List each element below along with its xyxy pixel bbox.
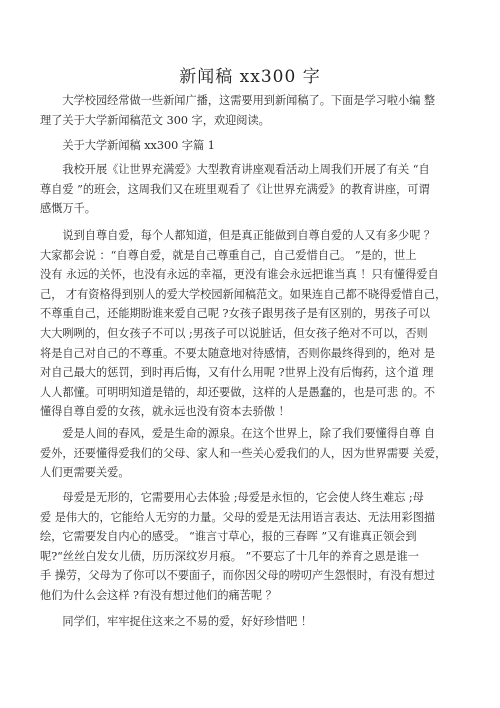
text-line: 说到自尊自爱，每个人都知道，但是真正能做到自尊自爱的人又有多少呢 ？ xyxy=(40,229,436,242)
text-line: 尊自爱 ”的班会，这周我们又在班里观看了《让世界充满爱》的教育讲座，可谓 xyxy=(40,182,430,196)
text-line: 爱 是伟大的，它能给人无穷的力量。父母的爱是无法用语言表达、无法用彩图描 xyxy=(40,510,436,524)
text-line: 懂得自尊自爱的女孩，就永远也没有资本去骄傲 ！ xyxy=(40,405,290,419)
text-line: 没有 永远的关怀，也没有永远的幸福，更没有谁会永远把谁当真 ！只有懂得爱自 xyxy=(40,268,439,282)
text-line: 不尊重自己，还能期盼谁来爱自己呢 ?女孩子跟男孩子是有区别的，男孩子可以 xyxy=(40,307,430,321)
text-line: 同学们，牢牢捉住这来之不易的爱，好好珍惜吧 ！ xyxy=(40,615,313,628)
text-line: 他们为什么会这样 ?有没有想过他们的痛苦呢 ？ xyxy=(40,588,277,602)
text-line: 母爱是无形的，它需要用心去体验 ;母爱是永恒的，它会使人终生难忘 ;母 xyxy=(40,491,424,504)
text-line: 对自己最大的惩罚，到时再后悔，又有什么用呢 ?世界上没有后悔药，这个道 理 xyxy=(40,366,434,380)
closing-paragraph xyxy=(40,612,465,632)
text-line: 手 操劳，父母为了你可以不要面子，而你因父母的唠叨产生怨恨时，有没有想过 xyxy=(40,569,436,583)
text-line: 我校开展《让世界充满爱》大型教育讲座观看活动上周我们开展了有关 “自 xyxy=(40,163,430,176)
text-line: 爱是人间的春风，爱是生命的源泉。在这个世界上，除了我们要懂得自尊 自 xyxy=(40,427,436,440)
body-paragraph xyxy=(40,424,465,483)
intro-paragraph xyxy=(40,91,465,130)
body-paragraph xyxy=(40,160,465,219)
text-line: 感慨万千。 xyxy=(40,202,96,216)
body-paragraph xyxy=(40,226,465,422)
text-line: 人人都懂。可明明知道是错的，却还要做，这样的人是愚蠢的，也是可悲 的。不 xyxy=(40,385,436,399)
text-line: 关于大学新闻稿 xx300 字篇 1 xyxy=(40,139,215,152)
text-line: 将是自己对自己的不尊重。不要太随意地对待感情，否则你最终得到的，绝对 是 xyxy=(40,346,436,360)
text-line: 大大咧咧的，但女孩子不可以 ;男孩子可以说脏话，但女孩子绝对不可以，否则 xyxy=(40,326,428,340)
text-line: 理了关于大学新闻稿范文 300 字，欢迎阅读。 xyxy=(40,113,270,127)
text-line: 呢?“丝丝白发女儿债，历历深纹岁月痕。 ”不要忘了十几年的养育之恩是谁一 xyxy=(40,549,419,563)
text-line: 大学校园经常做一些新闻广播，这需要用到新闻稿了。下面是学习啦小编 整 xyxy=(40,94,436,107)
document-title: 新闻稿 xx300 字 xyxy=(179,67,321,87)
section-heading xyxy=(40,136,465,156)
text-line: 人们更需要关爱。 xyxy=(40,466,130,480)
text-line: 大家都会说 ：“自尊自爱，就是自己尊重自己，自己爱惜自己。 ”是的，世上 xyxy=(40,248,417,262)
text-line: 己， 才有资格得到别人的爱大学校园新闻稿范文。如果连自己都不晓得爱惜自己， xyxy=(40,287,447,301)
body-paragraph xyxy=(40,488,465,606)
text-line: 爱外，还要懂得爱我们的父母、家人和一些关心爱我们的人，因为世界需要 关爱， xyxy=(40,446,447,460)
text-line: 绘，它需要发自内心的感受。 “谁言寸草心，报的三春晖 ”又有谁真正领会到 xyxy=(40,530,417,544)
